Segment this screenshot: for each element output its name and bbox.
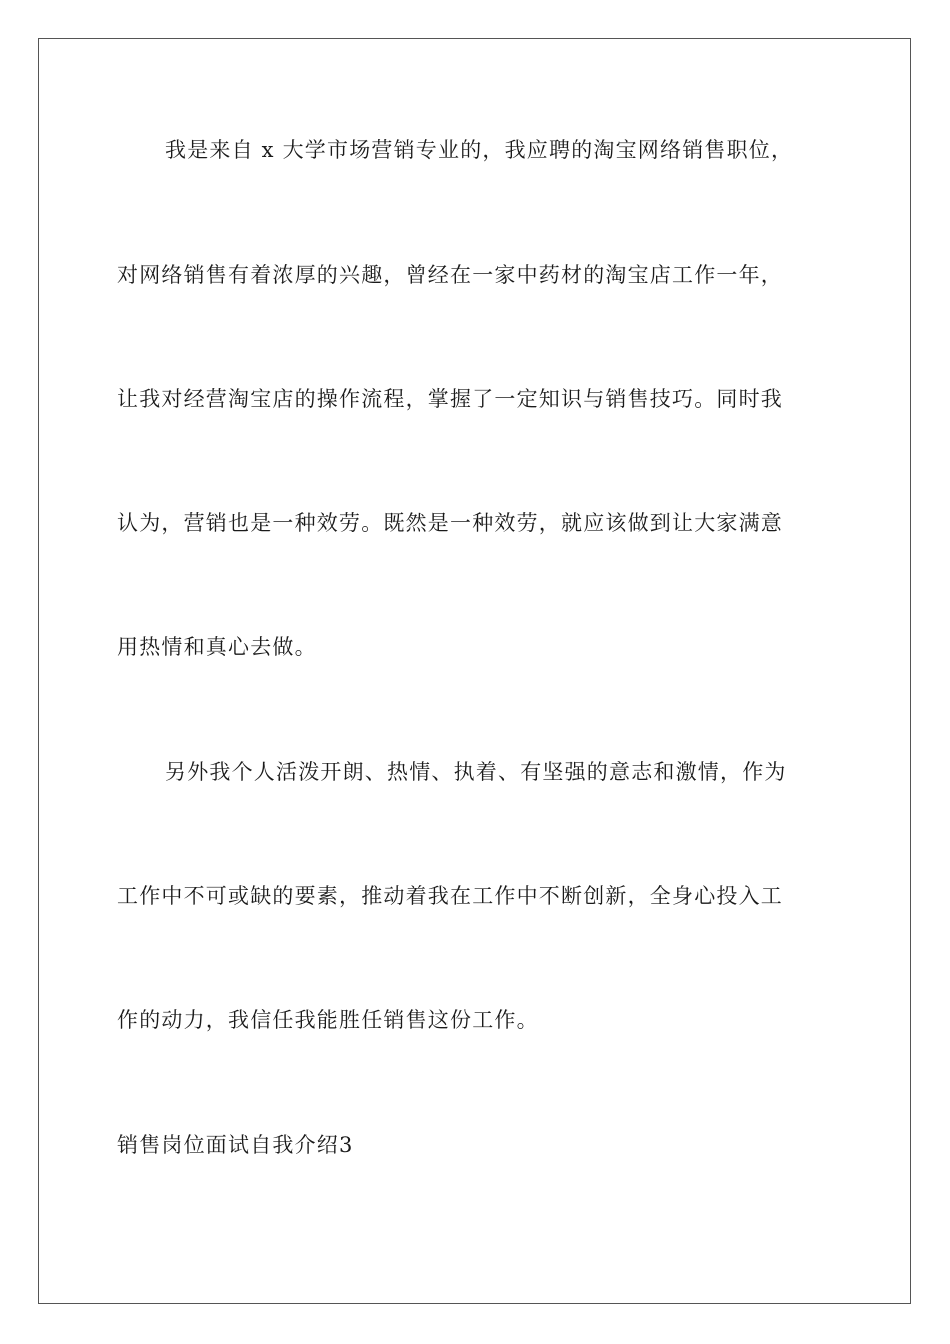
page-border (38, 38, 911, 1304)
paragraph-line: 用热情和真心去做。 (117, 635, 317, 659)
section-heading: 销售岗位面试自我介绍3 (117, 1133, 354, 1157)
paragraph-line: 另外我个人活泼开朗、热情、执着、有坚强的意志和激情，作为 (165, 760, 787, 784)
paragraph-line: 工作中不可或缺的要素，推动着我在工作中不断创新，全身心投入工 (117, 884, 783, 908)
paragraph-line: 对网络销售有着浓厚的兴趣，曾经在一家中药材的淘宝店工作一年， (117, 263, 783, 287)
paragraph-line: 作的动力，我信任我能胜任销售这份工作。 (117, 1008, 539, 1032)
paragraph-line: 让我对经营淘宝店的操作流程，掌握了一定知识与销售技巧。同时我 (117, 387, 783, 411)
paragraph-line: 认为，营销也是一种效劳。既然是一种效劳，就应该做到让大家满意 (117, 511, 783, 535)
paragraph-line: 我是来自 x 大学市场营销专业的，我应聘的淘宝网络销售职位， (165, 138, 794, 162)
